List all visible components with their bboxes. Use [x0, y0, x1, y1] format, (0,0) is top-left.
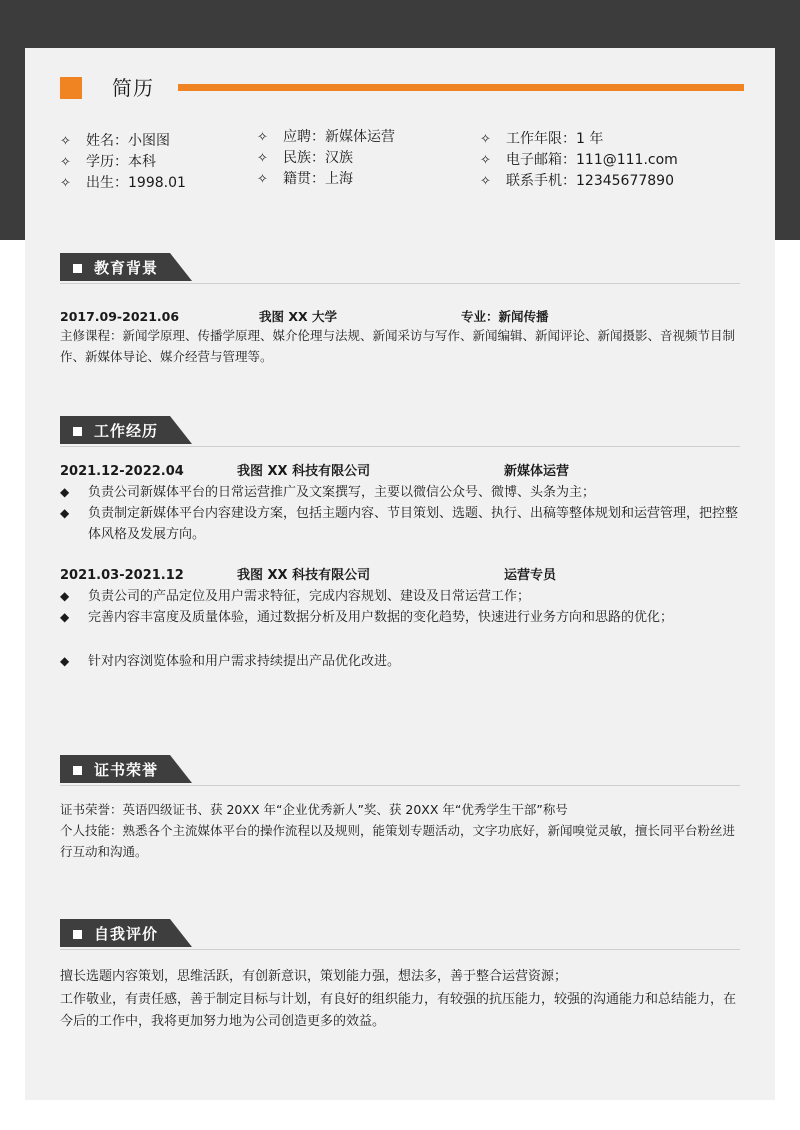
job-period: 2021.03-2021.12: [60, 568, 184, 583]
info-ethnicity: ✧ 民族：汉族: [257, 148, 353, 169]
diamond-bullet-icon: ◆: [60, 589, 70, 603]
section-divider: [60, 949, 740, 950]
section-title: 证书荣誉: [94, 761, 159, 779]
section-header-self-eval: [60, 919, 740, 947]
info-name: ✧ 姓名：小图图: [60, 131, 170, 152]
section-divider: [60, 785, 740, 786]
section-header-work: [60, 416, 740, 444]
square-icon: [73, 766, 82, 775]
sparkle-icon: ✧: [257, 130, 268, 145]
certs-honors: 证书荣誉：英语四级证书、获 20XX 年“企业优秀新人”奖、获 20XX 年“优秀学生干部”称号: [60, 802, 568, 817]
job-period: 2021.12-2022.04: [60, 464, 184, 479]
info-email: ✧ 电子邮箱：111@111.com: [480, 150, 678, 171]
sparkle-icon: ✧: [60, 134, 71, 149]
section-divider: [60, 446, 740, 447]
info-phone: ✧ 联系手机：12345677890: [480, 171, 674, 192]
section-divider: [60, 283, 740, 284]
section-header-education: [60, 253, 740, 281]
section-title: 教育背景: [94, 259, 159, 277]
job-duty: ◆ 针对内容浏览体验和用户需求持续提出产品优化改进。: [60, 651, 744, 672]
edu-period: 2017.09-2021.06: [60, 309, 180, 324]
info-years: ✧ 工作年限：1 年: [480, 129, 603, 150]
info-birth: ✧ 出生：1998.01: [60, 173, 186, 194]
title-accent-block: [60, 77, 82, 99]
edu-courses: 主修课程：新闻学原理、传播学原理、媒介伦理与法规、新闻采访与写作、新闻编辑、新闻评论、新闻摄影、音视频节目制作、新媒体导论、媒介经营与管理等。: [60, 328, 736, 364]
job-duty: ◆ 负责公司的产品定位及用户需求特征，完成内容规划、建设及日常运营工作；: [60, 586, 744, 607]
job-role: 新媒体运营: [504, 464, 570, 479]
sparkle-icon: ✧: [257, 151, 268, 166]
square-icon: [73, 930, 82, 939]
sparkle-icon: ✧: [480, 153, 491, 168]
job-duty: ◆ 负责公司新媒体平台的日常运营推广及文案撰写，主要以微信公众号、微博、头条为主；: [60, 482, 744, 503]
edu-school: 我图 XX 大学: [259, 309, 337, 324]
diamond-bullet-icon: ◆: [60, 506, 70, 520]
info-hometown: ✧ 籍贯：上海: [257, 169, 353, 190]
sparkle-icon: ✧: [480, 174, 491, 189]
job-company: 我图 XX 科技有限公司: [237, 568, 371, 583]
job-company: 我图 XX 科技有限公司: [237, 464, 371, 479]
self-eval-line1: 擅长选题内容策划，思维活跃，有创新意识，策划能力强，想法多，善于整合运营资源；: [60, 969, 568, 984]
square-icon: [73, 264, 82, 273]
section-title: 工作经历: [94, 422, 159, 440]
edu-major: 专业：新闻传播: [461, 309, 549, 324]
square-icon: [73, 427, 82, 436]
section-title: 自我评价: [94, 925, 159, 943]
self-eval-line2: 工作敬业，有责任感，善于制定目标与计划，有良好的组织能力，有较强的抗压能力，较强的沟通能力和总结能力，在今后的工作中，我将更加努力地为公司创造更多的效益。: [60, 992, 737, 1029]
sparkle-icon: ✧: [480, 132, 491, 147]
certs-skills: 个人技能：熟悉各个主流媒体平台的操作流程以及规则，能策划专题活动，文字功底好，新闻嗅觉灵敏，擅长同平台粉丝进行互动和沟通。: [60, 823, 736, 859]
diamond-bullet-icon: ◆: [60, 654, 70, 668]
resume-title: 简历: [112, 76, 154, 100]
diamond-bullet-icon: ◆: [60, 485, 70, 499]
info-position: ✧ 应聘：新媒体运营: [257, 127, 395, 148]
sparkle-icon: ✧: [60, 155, 71, 170]
title-accent-line: [178, 84, 744, 91]
diamond-bullet-icon: ◆: [60, 610, 70, 624]
section-header-certs: [60, 755, 740, 783]
sparkle-icon: ✧: [257, 172, 268, 187]
sparkle-icon: ✧: [60, 176, 71, 191]
job-role: 运营专员: [504, 568, 557, 583]
job-duty: ◆ 负责制定新媒体平台内容建设方案，包括主题内容、节目策划、选题、执行、出稿等整体规划和运营管理，把控整体风格及发展方向。: [60, 503, 744, 545]
job-duty: ◆ 完善内容丰富度及质量体验，通过数据分析及用户数据的变化趋势，快速进行业务方向和思路的优化；: [60, 607, 744, 628]
info-education: ✧ 学历：本科: [60, 152, 156, 173]
